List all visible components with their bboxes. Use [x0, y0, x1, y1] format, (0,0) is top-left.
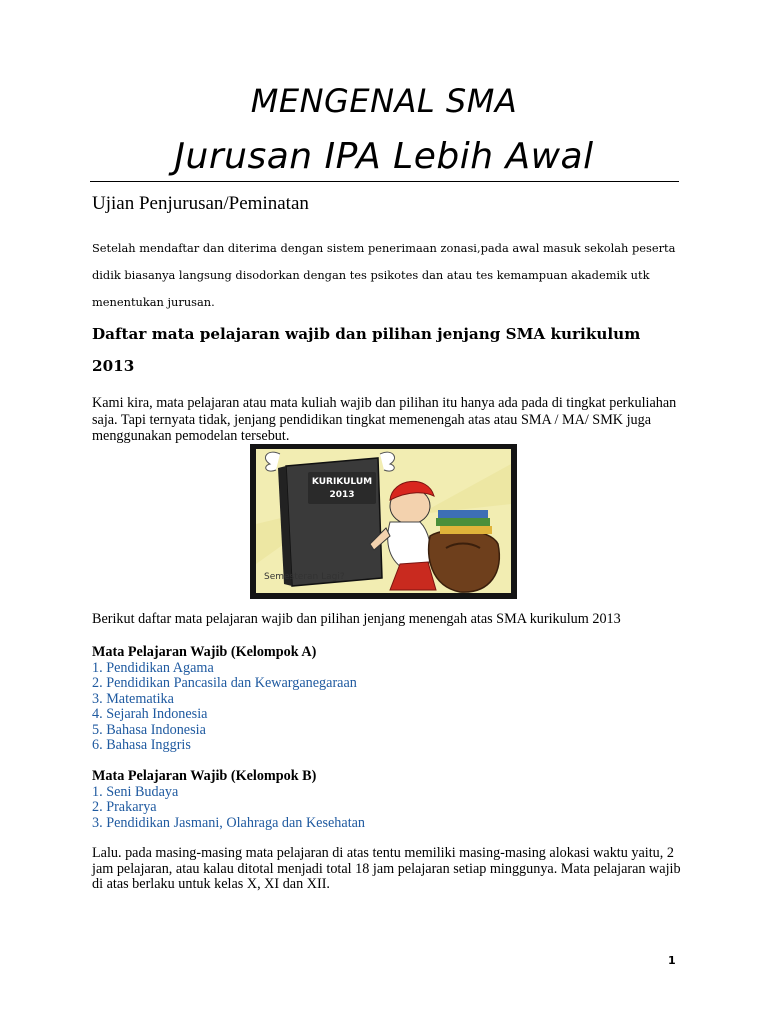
- list-item[interactable]: 1. Pendidikan Agama: [92, 659, 214, 676]
- page-number: 1: [668, 954, 676, 967]
- paragraph-intro: Kami kira, mata pelajaran atau mata kuliah wajib dan pilihan itu hanya ada pada di tingkat perkuliahan saja. Tapi ternyata tidak, jenjang pendidikan tingkat memenengah atas atau SMA / MA/ SMK juga menggunakan pemodelan tersebut.: [92, 395, 677, 444]
- group-a-list: [92, 661, 357, 754]
- document-subtitle: Jurusan IPA Lebih Awal: [174, 136, 594, 177]
- list-item[interactable]: 2. Prakarya: [92, 799, 157, 815]
- illustration-caption: Semesteran Lagi?: [264, 572, 345, 582]
- group-a-heading: Mata Pelajaran Wajib (Kelompok A): [92, 644, 317, 660]
- title-divider: [90, 181, 679, 182]
- list-intro: Berikut daftar mata pelajaran wajib dan pilihan jenjang menengah atas SMA kurikulum 2013: [92, 611, 621, 627]
- book-label-line2: 2013: [329, 490, 355, 500]
- list-item[interactable]: 6. Bahasa Inggris: [92, 737, 191, 753]
- list-item[interactable]: 4. Sejarah Indonesia: [92, 706, 208, 722]
- list-item[interactable]: 1. Seni Budaya: [92, 783, 179, 800]
- subject-group-b: [92, 769, 365, 831]
- paragraph-ujian: Setelah mendaftar dan diterima dengan sistem penerimaan zonasi,pada awal masuk sekolah peserta didik biasanya langsung disodorkan dengan tes psikotes dan atau tes kemampuan akademik utk menentukan jurusan.: [92, 241, 676, 309]
- closing-paragraph: Lalu. pada masing-masing mata pelajaran di atas tentu memiliki masing-masing alokasi waktu yaitu, 2 jam pelajaran, atau kalau ditotal menjadi total 18 jam pelajaran setiap minggunya. Mata pelajaran wajib di atas berlaku untuk kelas X, XI dan XII.: [92, 845, 681, 892]
- kurikulum-illustration: [250, 444, 517, 599]
- book-label-line1: KURIKULUM: [311, 477, 373, 487]
- section-heading-daftar: Daftar mata pelajaran wajib dan pilihan jenjang SMA kurikulum 2013: [92, 325, 641, 375]
- subject-group-a: [92, 645, 357, 754]
- document-title: MENGENAL SMA: [250, 82, 518, 120]
- list-item[interactable]: 5. Bahasa Indonesia: [92, 721, 206, 738]
- section-heading-ujian: Ujian Penjurusan/Peminatan: [92, 193, 309, 214]
- group-b-list: [92, 785, 365, 832]
- group-b-heading: Mata Pelajaran Wajib (Kelompok B): [92, 768, 317, 784]
- list-item[interactable]: 3. Pendidikan Jasmani, Olahraga dan Kesehatan: [92, 814, 366, 831]
- list-item[interactable]: 2. Pendidikan Pancasila dan Kewarganegaraan: [92, 675, 357, 691]
- list-item[interactable]: 3. Matematika: [92, 690, 174, 707]
